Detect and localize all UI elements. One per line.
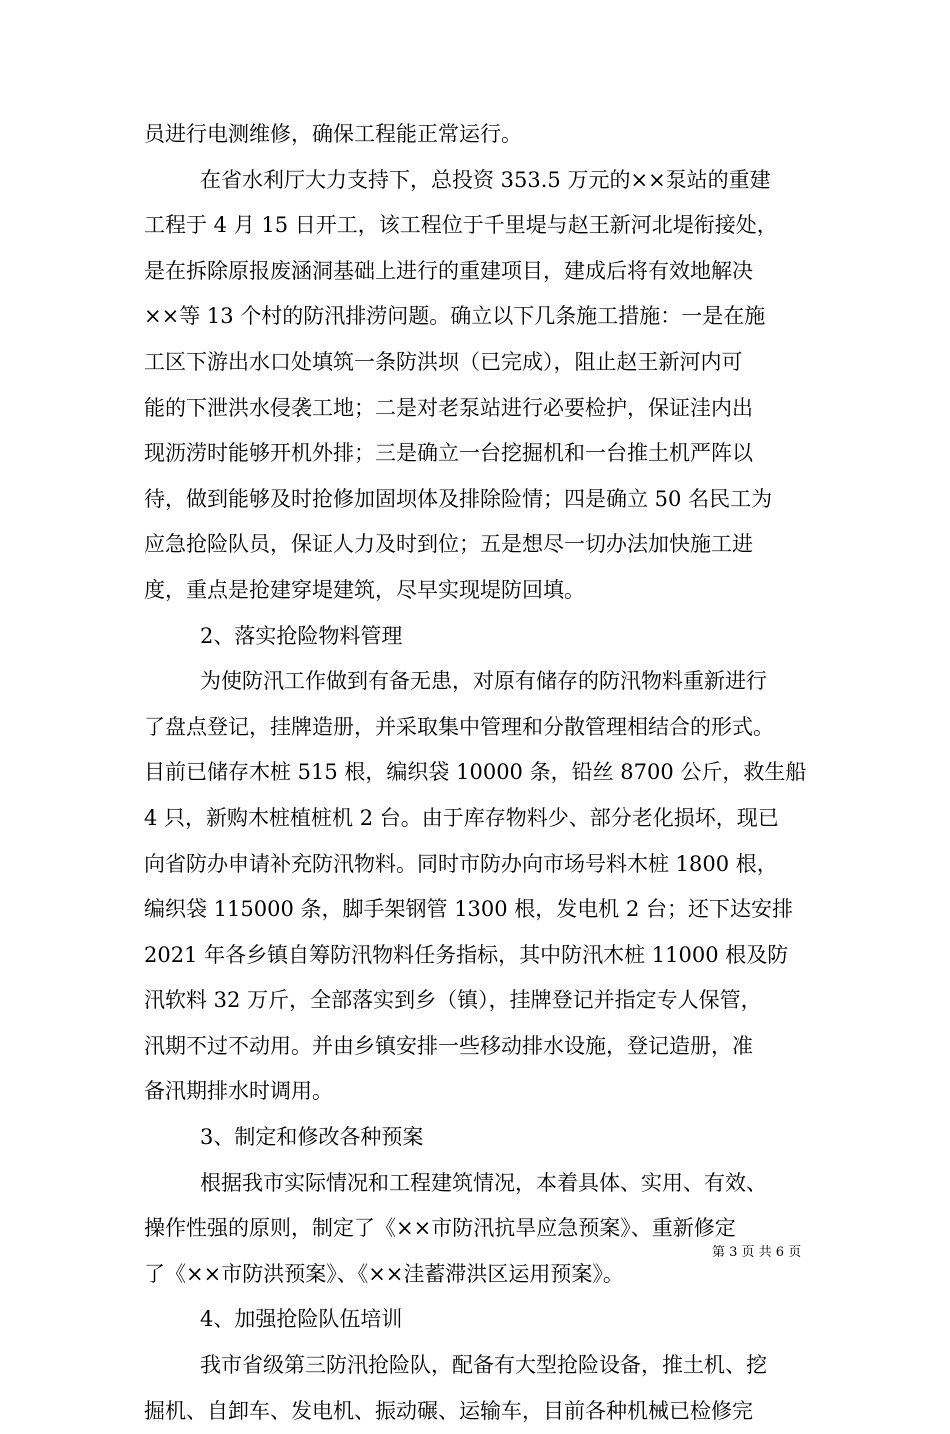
text-line-11: 度，重点是抢建穿堤建筑，尽早实现堤防回填。: [144, 577, 585, 602]
text-line-5: ××等 13 个村的防汛排涝问题。确立以下几条施工措施：一是在施: [144, 304, 766, 329]
text-line-29: 掘机、自卸车、发电机、振动碾、运输车，目前各种机械已检修完: [144, 1398, 753, 1423]
text-line-7: 能的下泄洪水侵袭工地；二是对老泵站进行必要检护，保证洼内出: [144, 395, 753, 420]
paragraph-plans: 根据我市实际情况和工程建筑情况，本着具体、实用、有效、: [200, 1170, 767, 1195]
text-line-19: 2021 年各乡镇自筹防汛物料任务指标，其中防汛木桩 11000 根及防: [144, 942, 789, 967]
text-line-4: 是在拆除原报废涵洞基础上进行的重建项目，建成后将有效地解决: [144, 258, 753, 283]
text-line-8: 现沥涝时能够开机外排；三是确立一台挖掘机和一台推土机严阵以: [144, 441, 753, 466]
document-body: [144, 112, 824, 1434]
paragraph-training: 我市省级第三防汛抢险队，配备有大型抢险设备，推土机、挖: [200, 1353, 767, 1378]
page-number-footer: 第 3 页 共 6 页: [712, 1245, 802, 1260]
text-line-17: 向省防办申请补充防汛物料。同时市防办向市场号料木桩 1800 根，: [144, 851, 778, 876]
paragraph-materials: 为使防汛工作做到有备无患，对原有储存的防汛物料重新进行: [200, 669, 767, 694]
text-line-15: 目前已储存木桩 515 根，编织袋 10000 条，铅丝 8700 公斤，救生船: [144, 760, 807, 785]
text-line-22: 备汛期排水时调用。: [144, 1079, 333, 1104]
text-line-1: 员进行电测维修，确保工程能正常运行。: [144, 122, 522, 146]
text-line-6: 工区下游出水口处填筑一条防洪坝（已完成），阻止赵王新河内可: [144, 349, 743, 374]
text-line-26: 了《××市防洪预案》、《××洼蓄滞洪区运用预案》。: [144, 1261, 624, 1286]
section-heading-2: 2、落实抢险物料管理: [200, 623, 403, 648]
text-line-20: 汛软料 32 万斤，全部落实到乡（镇），挂牌登记并指定专人保管，: [144, 988, 762, 1013]
text-line-18: 编织袋 115000 条，脚手架钢管 1300 根，发电机 2 台；还下达安排: [144, 897, 794, 922]
paragraph-pump-station: 在省水利厅大力支持下，总投资 353.5 万元的××泵站的重建: [200, 167, 771, 192]
text-line-16: 4 只，新购木桩植桩机 2 台。由于库存物料少、部分老化损坏，现已: [144, 805, 779, 830]
text-line-3: 工程于 4 月 15 日开工，该工程位于千里堤与赵王新河北堤衔接处，: [144, 213, 778, 238]
text-line-10: 应急抢险队员，保证人力及时到位；五是想尽一切办法加快施工进: [144, 532, 753, 557]
text-line-25: 操作性强的原则，制定了《××市防汛抗旱应急预案》、重新修定: [144, 1216, 736, 1241]
section-heading-4: 4、加强抢险队伍培训: [200, 1307, 403, 1332]
text-line-14: 了盘点登记，挂牌造册，并采取集中管理和分散管理相结合的形式。: [144, 714, 774, 739]
text-line-9: 待，做到能够及时抢修加固坝体及排除险情；四是确立 50 名民工为: [144, 486, 773, 511]
section-heading-3: 3、制定和修改各种预案: [200, 1125, 424, 1150]
text-line-21: 汛期不过不动用。并由乡镇安排一些移动排水设施，登记造册，准: [144, 1033, 753, 1058]
